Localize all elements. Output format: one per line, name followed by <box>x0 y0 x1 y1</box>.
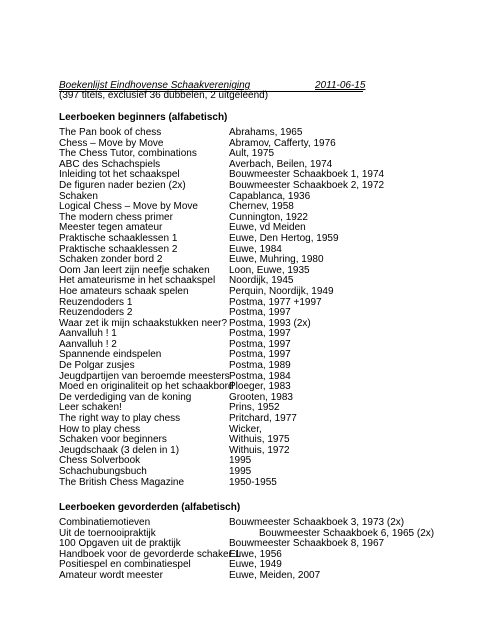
book-title: Aanvalluh ! 1 <box>59 328 117 340</box>
book-title: Waar zet ik mijn schaakstukken neer? <box>59 317 228 329</box>
book-author: 1950-1955 <box>229 476 277 488</box>
book-title: Reuzendoders 1 <box>59 296 133 308</box>
book-title: De figuren nader bezien (2x) <box>59 179 186 191</box>
book-author: Bouwmeester Schaakboek 8, 1967 <box>229 538 385 550</box>
list-item <box>59 128 479 139</box>
book-author: Bouwmeester Schaakboek 6, 1965 (2x) <box>259 527 435 539</box>
book-author: Euwe, Den Hertog, 1959 <box>229 232 339 244</box>
book-title: Praktische schaaklessen 2 <box>59 243 178 255</box>
book-title: Logical Chess – Move by Move <box>59 201 198 213</box>
book-title: Praktische schaaklessen 1 <box>59 232 178 244</box>
book-author: Euwe, 1984 <box>229 243 282 255</box>
book-title: Oom Jan leert zijn neefje schaken <box>59 264 210 276</box>
book-title: Hoe amateurs schaak spelen <box>59 285 189 297</box>
book-author: Cunnington, 1922 <box>229 211 308 223</box>
book-title: The right way to play chess <box>59 413 181 425</box>
book-author: Postma, 1977 +1997 <box>229 296 322 308</box>
book-author: Euwe, 1949 <box>229 559 282 571</box>
book-title: The Pan book of chess <box>59 127 162 138</box>
book-title: Jeugdpartijen van beroemde meesters <box>59 370 230 382</box>
book-title: Handboek voor de gevorderde schaker 1 <box>59 548 241 560</box>
book-title: Meester tegen amateur <box>59 222 163 234</box>
book-author: Bouwmeester Schaakboek 1, 1974 <box>229 169 385 181</box>
book-author: Postma, 1997 <box>229 307 291 319</box>
book-author: Ploeger, 1983 <box>229 381 291 393</box>
document-title: Boekenlijst Eindhovense Schaakvereniging <box>59 80 251 91</box>
book-title: Moed en originaliteit op het schaakbord <box>59 381 234 393</box>
list-item <box>59 287 479 298</box>
book-title: Combinatiemotieven <box>59 517 151 528</box>
book-author: Averbach, Beilen, 1974 <box>229 158 333 170</box>
book-author: Postma, 1997 <box>229 328 291 340</box>
book-author: 1995 <box>229 455 252 467</box>
book-author: Withuis, 1972 <box>229 444 290 456</box>
book-author: Prins, 1952 <box>229 402 280 414</box>
book-author: Ault, 1975 <box>229 148 275 160</box>
list-item <box>59 181 479 192</box>
book-author: Abrahams, 1965 <box>229 127 303 138</box>
book-title: The modern chess primer <box>59 211 173 223</box>
book-author: Postma, 1993 (2x) <box>229 317 311 329</box>
book-author: Bouwmeester Schaakboek 2, 1972 <box>229 179 385 191</box>
book-title: Aanvalluh ! 2 <box>59 338 117 350</box>
book-author: Postma, 1989 <box>229 360 291 372</box>
book-author: Withuis, 1975 <box>229 434 290 446</box>
book-author: Capablanca, 1936 <box>229 190 311 202</box>
book-author: Abramov, Cafferty, 1976 <box>229 137 336 149</box>
book-title: Amateur wordt meester <box>59 569 163 581</box>
book-author: Noordijk, 1945 <box>229 275 294 287</box>
book-author: Postma, 1984 <box>229 370 291 382</box>
book-title: Schaken zonder bord 2 <box>59 254 163 266</box>
list-item <box>59 571 479 582</box>
list-item <box>59 234 479 245</box>
book-title: Uit de toernooipraktijk <box>59 527 156 539</box>
book-title: The British Chess Magazine <box>59 476 185 488</box>
book-author: Euwe, vd Meiden <box>229 222 306 234</box>
book-author: Bouwmeester Schaakboek 3, 1973 (2x) <box>229 517 405 528</box>
document-date: 2011-06-15 <box>315 80 366 91</box>
book-author: Wicker, <box>229 423 262 435</box>
section-heading-beginners: Leerboeken beginners (alfabetisch) <box>59 112 228 123</box>
book-author: 1995 <box>229 466 252 477</box>
book-title: Spannende eindspelen <box>59 349 162 361</box>
book-title: 100 Opgaven uit de praktijk <box>59 538 181 550</box>
book-title: Positiespel en combinatiespel <box>59 559 191 571</box>
book-author: Euwe, Muhring, 1980 <box>229 254 324 266</box>
list-item <box>59 478 479 489</box>
book-title: Schaken voor beginners <box>59 434 167 446</box>
book-author: Euwe, Meiden, 2007 <box>229 569 321 581</box>
book-author: Postma, 1997 <box>229 338 291 350</box>
book-title: Chess Solverbook <box>59 455 141 467</box>
document-subtitle: (397 titels, exclusief 36 dubbelen, 2 uitgeleend) <box>59 90 269 101</box>
book-title: Jeugdschaak (3 delen in 1) <box>59 444 180 456</box>
book-title: Leer schaken! <box>59 402 122 414</box>
book-title: Reuzendoders 2 <box>59 307 133 319</box>
book-title: How to play chess <box>59 423 141 435</box>
list-item <box>59 518 479 529</box>
book-title: Inleiding tot het schaakspel <box>59 169 180 181</box>
book-title: Schachubungsbuch <box>59 466 147 477</box>
book-author: Grooten, 1983 <box>229 391 293 403</box>
book-title: De verdediging van de koning <box>59 391 192 403</box>
book-title: The Chess Tutor, combinations <box>59 148 197 160</box>
book-title: Het amateurisme in het schaakspel <box>59 275 216 287</box>
book-author: Euwe, 1956 <box>229 548 282 560</box>
book-title: Schaken <box>59 190 98 202</box>
section-heading-advanced: Leerboeken gevorderden (alfabetisch) <box>59 502 241 513</box>
book-author: Chernev, 1958 <box>229 201 294 213</box>
book-list-advanced <box>59 518 479 582</box>
book-author: Loon, Euwe, 1935 <box>229 264 310 276</box>
book-title: De Polgar zusjes <box>59 360 135 372</box>
book-list-beginners <box>59 128 479 488</box>
book-author: Postma, 1997 <box>229 349 291 361</box>
list-item <box>59 467 479 478</box>
book-author: Perquin, Noordijk, 1949 <box>229 285 334 297</box>
book-author: Pritchard, 1977 <box>229 413 297 425</box>
book-title: Chess – Move by Move <box>59 137 164 149</box>
book-title: ABC des Schachspiels <box>59 158 161 170</box>
